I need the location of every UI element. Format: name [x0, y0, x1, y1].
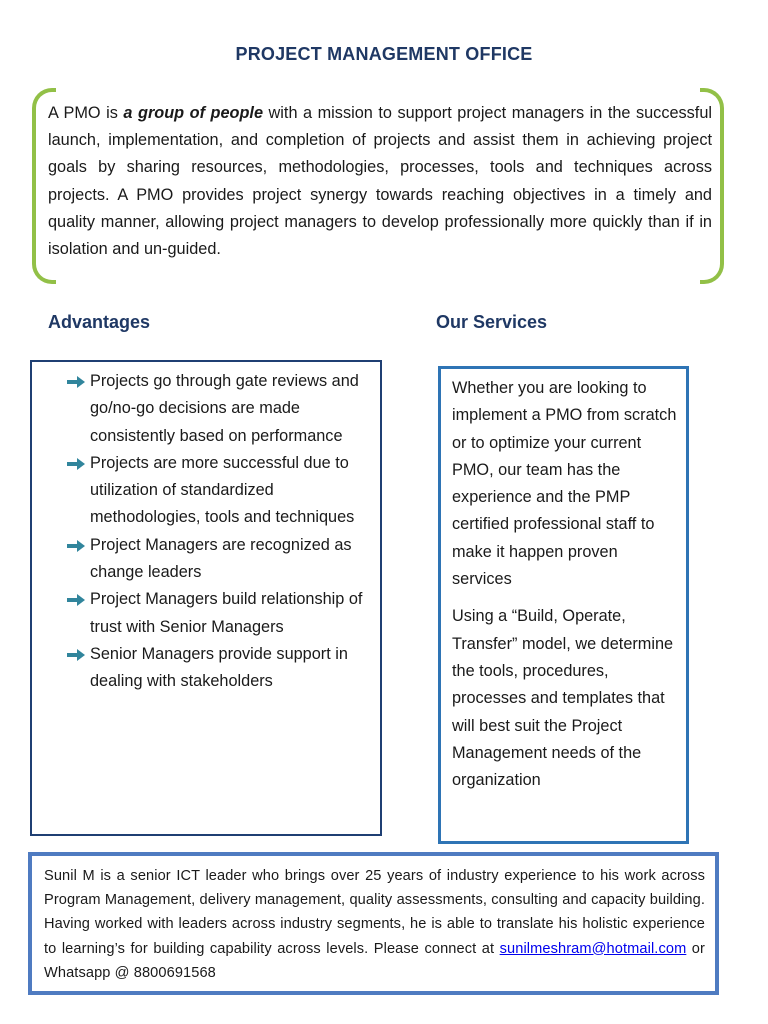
author-bio [44, 864, 705, 985]
arrow-right-icon [66, 593, 86, 607]
advantages-box [30, 360, 382, 836]
list-item [66, 368, 376, 450]
list-item [66, 586, 376, 641]
intro-text-rest: with a mission to support project managers in the successful launch, implementation, and completion of projects and assist them in achieving project goals by sharing resources, methodologies, processes, tools and techniques across projects. A PMO provides project synergy towards reaching objectives in a timely and quality manner, allowing project managers to develop professionally more quickly than if in isolation and un-guided. [48, 104, 712, 259]
list-item [66, 641, 376, 696]
services-body [452, 375, 680, 794]
advantage-text: Senior Managers provide support in dealing with stakeholders [90, 644, 348, 691]
intro-emphasis: a group of people [123, 104, 264, 122]
intro-callout [32, 88, 724, 278]
arrow-right-icon [66, 375, 86, 389]
list-item [66, 532, 376, 587]
arrow-right-icon [66, 539, 86, 553]
services-paragraph: Whether you are looking to implement a PMO from scratch or to optimize your current PMO, our team has the experience and the PMP certified professional staff to make it happen proven services [452, 379, 677, 589]
services-paragraph: Using a “Build, Operate, Transfer” model, we determine the tools, procedures, processes and templates that will best suit the Project Management needs of the organization [452, 607, 674, 790]
list-item [66, 450, 376, 532]
services-heading: Our Services [436, 312, 548, 332]
advantage-text: Projects go through gate reviews and go/no-go decisions are made consistently based on performance [90, 372, 359, 445]
advantage-text: Projects are more successful due to utilization of standardized methodologies, tools and techniques [90, 453, 355, 527]
services-box [438, 366, 689, 844]
advantages-heading: Advantages [48, 312, 151, 332]
page-title: PROJECT MANAGEMENT OFFICE [235, 44, 533, 64]
email-link[interactable]: sunilmeshram@hotmail.com [499, 940, 687, 957]
advantages-list [66, 368, 376, 696]
author-bio-box [28, 852, 719, 995]
advantage-text: Project Managers build relationship of trust with Senior Managers [90, 590, 363, 636]
intro-paragraph [48, 100, 712, 263]
whatsapp-contact: or Whatsapp @ 8800691568 [44, 940, 705, 981]
advantage-text: Project Managers are recognized as change leaders [90, 535, 352, 582]
arrow-right-icon [66, 648, 86, 662]
bio-text: Sunil M is a senior ICT leader who brings over 25 years of industry experience to his work across Program Management, delivery management, quality assessments, consulting and capacity building. Having worked with leaders across industry segments, he is able to translate his holistic experience to learning’s for building capability across levels. Please connect at [44, 868, 705, 957]
arrow-right-icon [66, 457, 86, 471]
intro-text-start: A PMO is [48, 104, 124, 122]
